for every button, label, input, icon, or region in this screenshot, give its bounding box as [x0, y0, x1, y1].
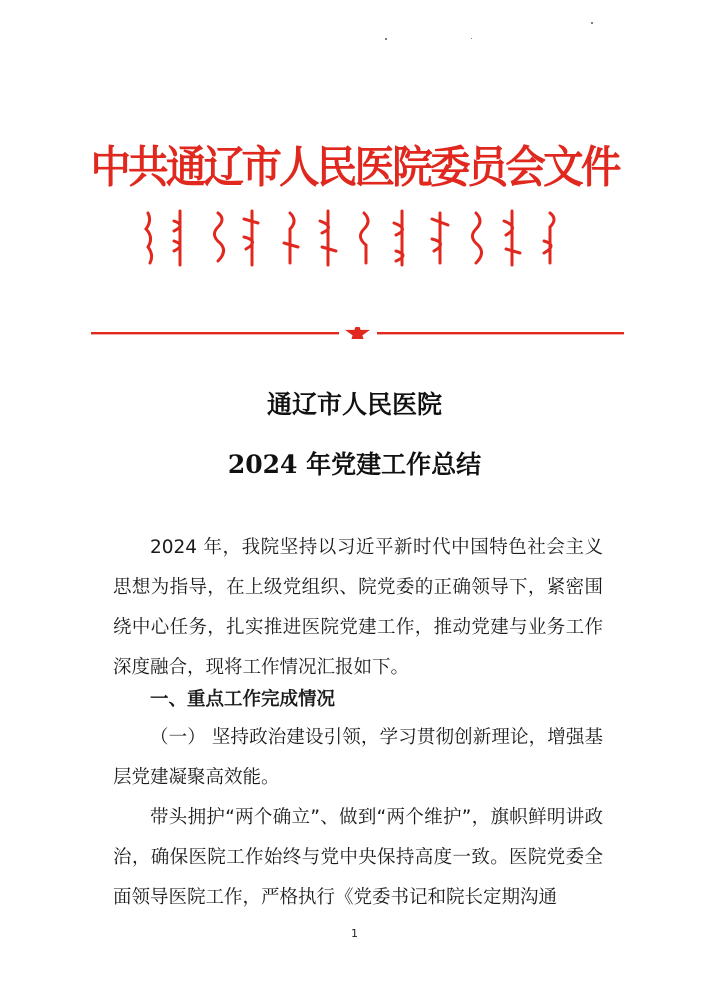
red-header-title: 中共通辽市人民医院委员会文件 — [90, 142, 619, 193]
document-title-line1: 通辽市人民医院 — [266, 390, 442, 419]
body-paragraph-3: 带头拥护“两个确立”、做到“两个维护”，旗帜鲜明讲政治，确保医院工作始终与党中央保持高度一致。医院党委全面领导医院工作，严格执行《党委书记和院长定期沟通 — [113, 807, 603, 908]
red-divider-with-star — [91, 332, 624, 334]
body-paragraph-subheading: （一） 坚持政治建设引领，学习贯彻创新理论，增强基层党建凝聚高效能。 — [113, 727, 603, 788]
star-icon — [345, 327, 370, 339]
body-paragraph-intro: 2024 年，我院坚持以习近平新时代中国特色社会主义思想为指导，在上级党组织、院党委的正确领导下，紧密围绕中心任务，扎实推进医院党建工作，推动党建与业务工作深度融合，现将工作情况汇报如下。 — [113, 537, 603, 678]
section-heading-1: 一、重点工作完成情况 — [150, 689, 336, 710]
document-title-line2: 2024 年党建工作总结 — [227, 450, 482, 479]
page-number: 1 — [351, 927, 358, 940]
mongolian-script-header — [140, 207, 580, 269]
